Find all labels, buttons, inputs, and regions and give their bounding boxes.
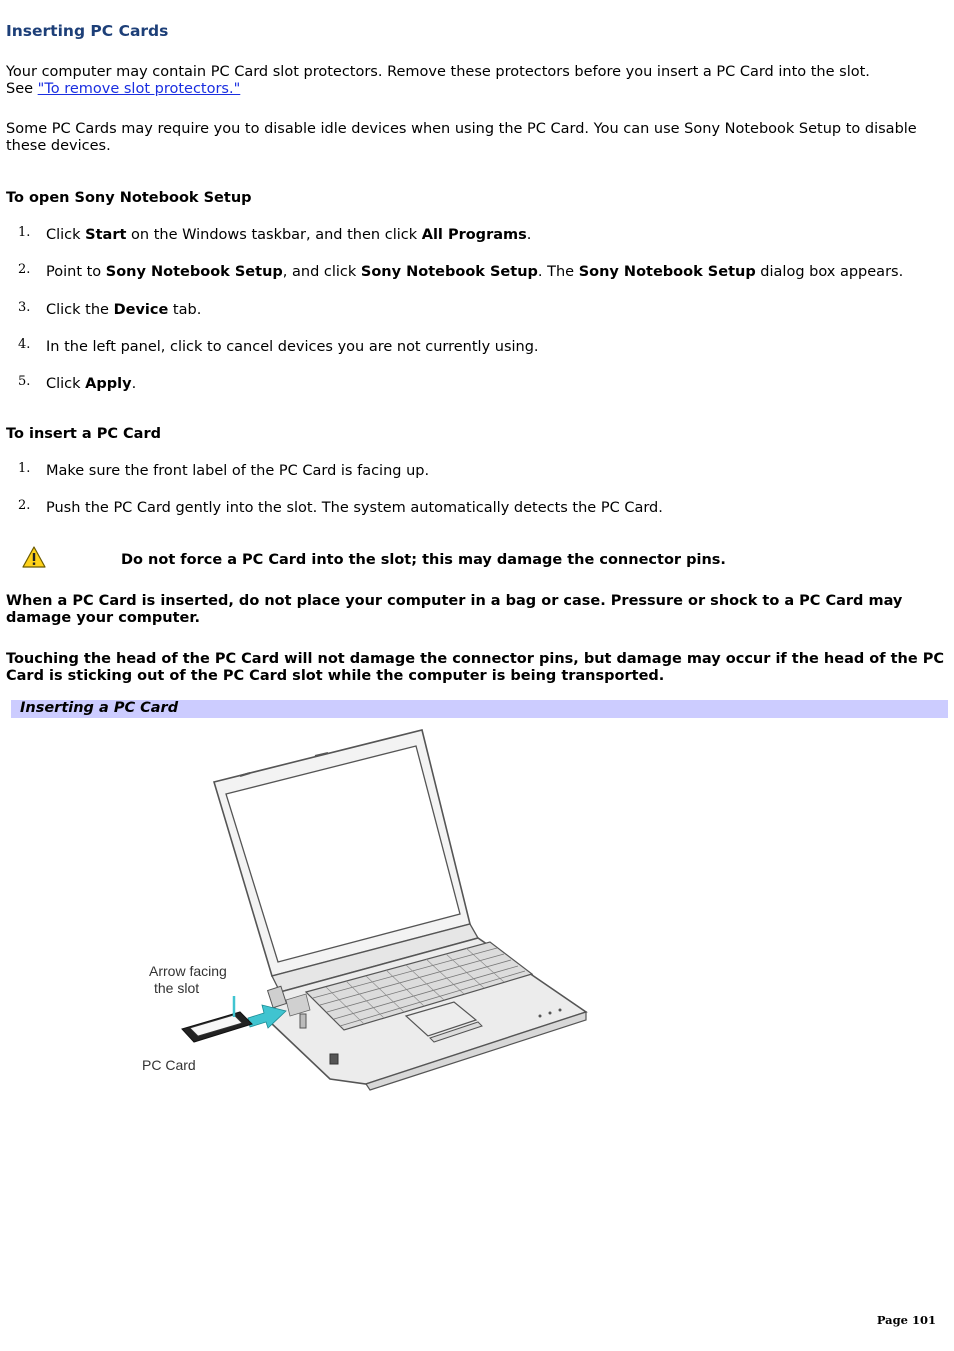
step-text: Push the PC Card gently into the slot. The system automatically detects the PC Card. — [46, 500, 663, 516]
step-number: 4. — [18, 337, 31, 352]
page-number: Page 101 — [876, 1313, 936, 1327]
caution-transport-paragraph: Touching the head of the PC Card will not damage the connector pins, but damage may occur if the head of the PC Card is sticking out of the PC Card slot while the computer is being transported. — [6, 651, 945, 684]
step-number: 1. — [18, 461, 31, 476]
laptop-illustration — [130, 724, 600, 1096]
step-number: 2. — [18, 498, 31, 513]
step-number: 3. — [18, 300, 31, 315]
step-text: Make sure the front label of the PC Card is facing up. — [46, 463, 430, 479]
warning-note — [6, 544, 941, 574]
warning-text: Do not force a PC Card into the slot; this may damage the connector pins. — [121, 552, 726, 568]
insert-heading: To insert a PC Card — [6, 426, 161, 442]
step-text: Click Start on the Windows taskbar, and then click All Programs. — [46, 227, 532, 243]
figure-caption-bar — [11, 700, 948, 718]
intro-text: Your computer may contain PC Card slot protectors. Remove these protectors before you insert a PC Card into the slot. — [6, 64, 870, 80]
step-number: 2. — [18, 262, 31, 277]
intro-see: See — [6, 81, 38, 97]
step-text: Click Apply. — [46, 376, 137, 392]
idle-devices-paragraph: Some PC Cards may require you to disable idle devices when using the PC Card. You can use Sony Notebook Setup to disable these devices. — [6, 121, 917, 154]
arrow-label-line2: the slot — [154, 980, 200, 996]
slot-protectors-link[interactable]: "To remove slot protectors." — [37, 81, 241, 97]
page-title: Inserting PC Cards — [6, 22, 169, 40]
pc-card-label: PC Card — [142, 1057, 196, 1073]
step-number: 1. — [18, 225, 31, 240]
caution-bag-paragraph: When a PC Card is inserted, do not place your computer in a bag or case. Pressure or shock to a PC Card may damage your computer. — [6, 593, 903, 626]
setup-heading: To open Sony Notebook Setup — [6, 190, 252, 206]
step-text: Point to Sony Notebook Setup, and click Sony Notebook Setup. The Sony Notebook Setup dialog box appears. — [46, 264, 904, 280]
laptop-drawing — [130, 724, 600, 1096]
step-text: In the left panel, click to cancel devices you are not currently using. — [46, 339, 539, 355]
arrow-label-line1: Arrow facing — [149, 963, 227, 979]
warning-icon — [22, 546, 46, 568]
step-number: 5. — [18, 374, 31, 389]
step-text: Click the Device tab. — [46, 302, 202, 318]
intro-paragraph — [6, 64, 941, 98]
figure-caption: Inserting a PC Card — [20, 700, 179, 716]
